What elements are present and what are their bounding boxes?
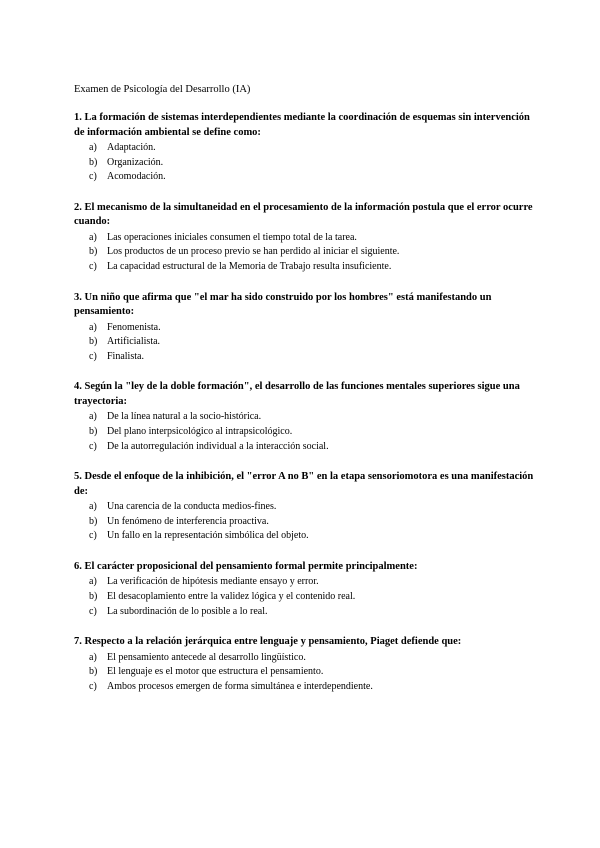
answer-option <box>74 665 534 680</box>
option-text: Organización. <box>107 156 164 168</box>
question-4 <box>74 380 534 454</box>
option-letter: a) <box>89 501 97 513</box>
answer-option <box>74 245 534 260</box>
option-text: La verificación de hipótesis mediante ensayo y error. <box>107 576 319 588</box>
option-text: Finalista. <box>107 350 144 362</box>
option-letter: a) <box>89 321 97 333</box>
option-list <box>74 231 534 275</box>
option-text: Un fenómeno de interferencia proactiva. <box>107 515 269 527</box>
option-letter: a) <box>89 142 97 153</box>
option-text: Del plano interpsicológico al intrapsicológico. <box>107 425 293 437</box>
option-letter: b) <box>89 156 98 168</box>
option-list <box>74 651 534 695</box>
answer-option <box>74 651 534 666</box>
option-text: La subordinación de lo posible a lo real. <box>107 605 268 617</box>
option-text: Las operaciones iniciales consumen el tiempo total de la tarea. <box>107 231 357 243</box>
option-letter: c) <box>89 350 97 362</box>
option-text: Adaptación. <box>107 142 156 153</box>
answer-option <box>74 590 534 605</box>
answer-option <box>74 231 534 246</box>
answer-option <box>74 410 534 425</box>
question-3 <box>74 291 534 365</box>
answer-option <box>74 260 534 275</box>
option-letter: a) <box>89 411 97 423</box>
question-stem: 1. La formación de sistemas interdependientes mediante la coordinación de esquemas sin intervención de información ambiental se define como: <box>74 112 530 138</box>
option-text: Un fallo en la representación simbólica del objeto. <box>107 530 309 542</box>
option-text: Los productos de un proceso previo se han perdido al iniciar el siguiente. <box>107 246 400 258</box>
answer-option <box>74 335 534 350</box>
option-letter: c) <box>89 680 97 692</box>
option-letter: c) <box>89 605 97 617</box>
answer-option <box>74 170 534 185</box>
option-letter: a) <box>89 576 97 588</box>
option-letter: b) <box>89 666 98 678</box>
option-text: De la línea natural a la socio-histórica. <box>107 411 262 423</box>
question-2 <box>74 201 534 275</box>
option-text: Fenomenista. <box>107 321 161 333</box>
answer-option <box>74 529 534 544</box>
option-letter: c) <box>89 440 97 452</box>
option-letter: a) <box>89 651 97 663</box>
option-text: Artificialista. <box>107 336 161 348</box>
question-6 <box>74 560 534 619</box>
option-letter: b) <box>89 246 98 258</box>
option-list <box>74 575 534 619</box>
option-letter: b) <box>89 336 98 348</box>
answer-option <box>74 321 534 336</box>
option-list <box>74 410 534 454</box>
option-letter: b) <box>89 515 98 527</box>
option-text: De la autorregulación individual a la interacción social. <box>107 440 329 452</box>
answer-option <box>74 500 534 515</box>
question-stem: 2. El mecanismo de la simultaneidad en el procesamiento de la información postula que el error ocurre cuando: <box>74 201 533 228</box>
question-stem: 4. Según la "ley de la doble formación", el desarrollo de las funciones mentales superiores sigue una trayectoria: <box>74 381 520 407</box>
question-stem: 5. Desde el enfoque de la inhibición, el "error A no B" en la etapa sensoriomotora es una manifestación de: <box>74 471 534 497</box>
exam-page <box>74 83 534 710</box>
option-list <box>74 321 534 365</box>
option-letter: c) <box>89 530 97 542</box>
option-list <box>74 141 534 185</box>
question-1 <box>74 111 534 185</box>
answer-option <box>74 440 534 455</box>
answer-option <box>74 515 534 530</box>
exam-title: Examen de Psicología del Desarrollo (IA) <box>74 84 251 95</box>
question-stem: 3. Un niño que afirma que "el mar ha sido construido por los hombres" está manifestando un pensamiento: <box>74 291 492 318</box>
question-list <box>74 111 534 694</box>
answer-option <box>74 575 534 590</box>
option-text: El pensamiento antecede al desarrollo lingüístico. <box>107 651 306 663</box>
answer-option <box>74 156 534 171</box>
option-text: Una carencia de la conducta medios-fines. <box>107 501 277 513</box>
question-stem: 7. Respecto a la relación jerárquica entre lenguaje y pensamiento, Piaget defiende que: <box>74 636 462 648</box>
answer-option <box>74 605 534 620</box>
option-letter: a) <box>89 231 97 243</box>
option-letter: c) <box>89 171 97 183</box>
question-5 <box>74 470 534 544</box>
answer-option <box>74 141 534 156</box>
answer-option <box>74 680 534 695</box>
option-letter: b) <box>89 425 98 437</box>
option-text: El lenguaje es el motor que estructura el pensamiento. <box>107 666 324 678</box>
option-text: Ambos procesos emergen de forma simultánea e interdependiente. <box>107 680 373 692</box>
answer-option <box>74 350 534 365</box>
option-text: El desacoplamiento entre la validez lógica y el contenido real. <box>107 591 356 602</box>
option-text: La capacidad estructural de la Memoria de Trabajo resulta insuficiente. <box>107 260 392 272</box>
question-stem: 6. El carácter proposicional del pensamiento formal permite principalmente: <box>74 560 418 572</box>
answer-option <box>74 425 534 440</box>
option-text: Acomodación. <box>107 171 166 183</box>
option-letter: c) <box>89 260 97 272</box>
question-7 <box>74 635 534 694</box>
option-letter: b) <box>89 591 98 602</box>
option-list <box>74 500 534 544</box>
